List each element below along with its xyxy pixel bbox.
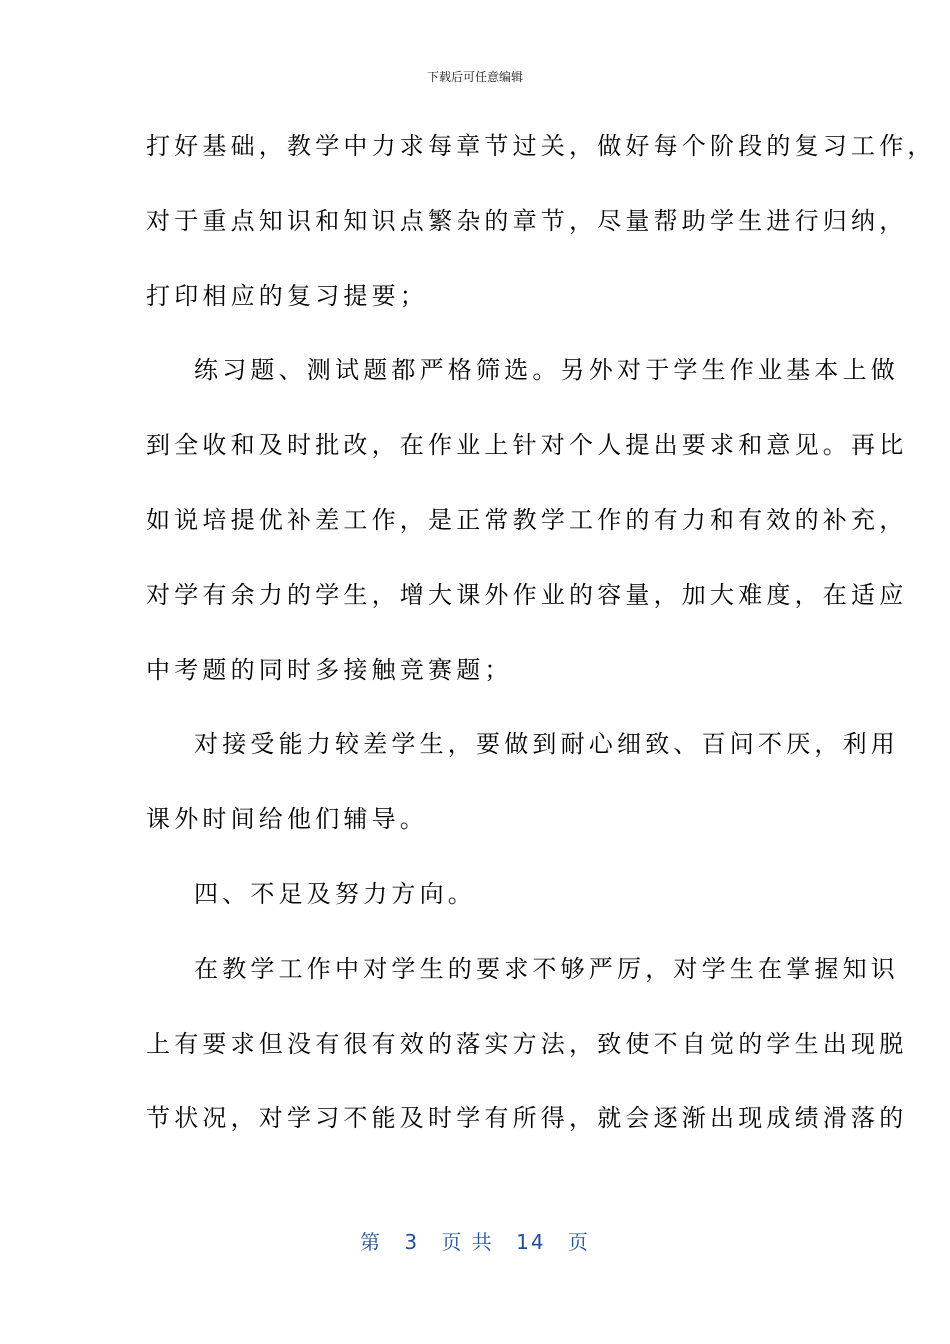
body-line-9: 对接受能力较差学生，要做到耐心细致、百问不厌，利用 <box>194 730 899 759</box>
body-line-6: 如说培提优补差工作，是正常教学工作的有力和有效的补充， <box>146 505 908 534</box>
body-line-8: 中考题的同时多接触竞赛题； <box>146 655 513 684</box>
footer-middle: 页 共 <box>441 1230 494 1254</box>
footer-prefix: 第 <box>360 1230 382 1254</box>
body-line-5: 到全收和及时批改，在作业上针对个人提出要求和意见。再比 <box>146 431 908 460</box>
document-body <box>146 120 936 1167</box>
body-line-2: 对于重点知识和知识点繁杂的章节，尽量帮助学生进行归纳， <box>146 206 908 235</box>
footer-total-pages: 14 <box>516 1230 546 1254</box>
body-line-13: 上有要求但没有很有效的落实方法，致使不自觉的学生出现脱 <box>146 1029 908 1058</box>
footer-suffix: 页 <box>567 1230 590 1254</box>
body-line-4: 练习题、测试题都严格筛选。另外对于学生作业基本上做 <box>194 356 899 385</box>
page-header-note: 下载后可任意编辑 <box>426 70 523 84</box>
body-line-7: 对学有余力的学生，增大课外作业的容量，加大难度，在适应 <box>146 580 908 609</box>
footer-current-page: 3 <box>404 1230 420 1254</box>
body-line-3: 打印相应的复习提要； <box>146 281 428 310</box>
section-heading: 四、不足及努力方向。 <box>194 879 476 908</box>
body-line-12: 在教学工作中对学生的要求不够严厉，对学生在掌握知识 <box>194 954 899 983</box>
body-line-14: 节状况，对学习不能及时学有所得，就会逐渐出现成绩滑落的 <box>146 1104 908 1133</box>
body-line-1: 打好基础，教学中力求每章节过关，做好每个阶段的复习工作， <box>146 132 936 160</box>
page-footer <box>0 1226 950 1255</box>
body-line-10: 课外时间给他们辅导。 <box>146 805 428 834</box>
